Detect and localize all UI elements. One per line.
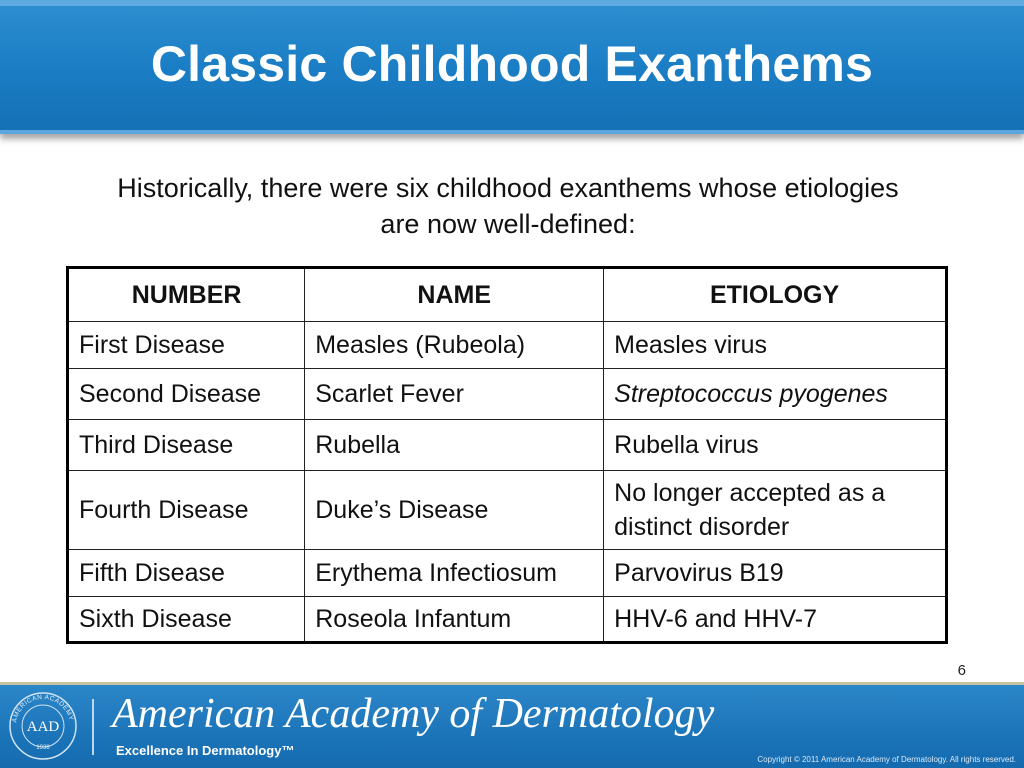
logo-year: 1938 bbox=[36, 745, 50, 751]
table-row bbox=[68, 322, 947, 369]
table-header-row bbox=[68, 268, 947, 322]
title-banner bbox=[0, 0, 1024, 134]
cell-name: Roseola Infantum bbox=[305, 597, 604, 643]
cell-number: Fifth Disease bbox=[68, 550, 305, 597]
cell-name: Measles (Rubeola) bbox=[305, 322, 604, 369]
cell-name: Erythema Infectiosum bbox=[305, 550, 604, 597]
cell-etiology: Streptococcus pyogenes bbox=[604, 369, 947, 420]
table-row bbox=[68, 369, 947, 420]
tagline: Excellence In Dermatology™ bbox=[116, 743, 295, 758]
cell-etiology: HHV-6 and HHV-7 bbox=[604, 597, 947, 643]
footer-banner bbox=[0, 682, 1024, 768]
cell-etiology: No longer accepted as a distinct disorder bbox=[604, 471, 947, 550]
intro-text: Historically, there were six childhood exanthems whose etiologies are now well-defined: bbox=[117, 173, 899, 239]
logo-ring-text: AMERICAN ACADEMY bbox=[11, 693, 75, 724]
cell-number: First Disease bbox=[68, 322, 305, 369]
cell-name: Rubella bbox=[305, 420, 604, 471]
cell-number: Third Disease bbox=[68, 420, 305, 471]
column-header-name: NAME bbox=[305, 268, 604, 322]
logo-text: AAD bbox=[26, 719, 60, 735]
exanthems-table bbox=[66, 266, 948, 644]
column-header-etiology: ETIOLOGY bbox=[604, 268, 947, 322]
cell-number: Fourth Disease bbox=[68, 471, 305, 550]
table-row bbox=[68, 420, 947, 471]
table-row bbox=[68, 471, 947, 550]
column-header-number: NUMBER bbox=[68, 268, 305, 322]
slide-title: Classic Childhood Exanthems bbox=[150, 36, 874, 92]
copyright-notice: Copyright © 2011 American Academy of Dermatology. All rights reserved. bbox=[757, 755, 1016, 764]
cell-etiology: Measles virus bbox=[604, 322, 947, 369]
organization-name: American Academy of Dermatology bbox=[112, 691, 715, 737]
cell-name: Scarlet Fever bbox=[305, 369, 604, 420]
page-number: 6 bbox=[957, 662, 966, 679]
cell-number: Sixth Disease bbox=[68, 597, 305, 643]
table-row bbox=[68, 597, 947, 643]
aad-seal-logo bbox=[8, 691, 78, 761]
cell-number: Second Disease bbox=[68, 369, 305, 420]
cell-etiology: Parvovirus B19 bbox=[604, 550, 947, 597]
cell-name: Duke’s Disease bbox=[305, 471, 604, 550]
table-row bbox=[68, 550, 947, 597]
logo-divider bbox=[92, 699, 94, 755]
cell-etiology: Rubella virus bbox=[604, 420, 947, 471]
